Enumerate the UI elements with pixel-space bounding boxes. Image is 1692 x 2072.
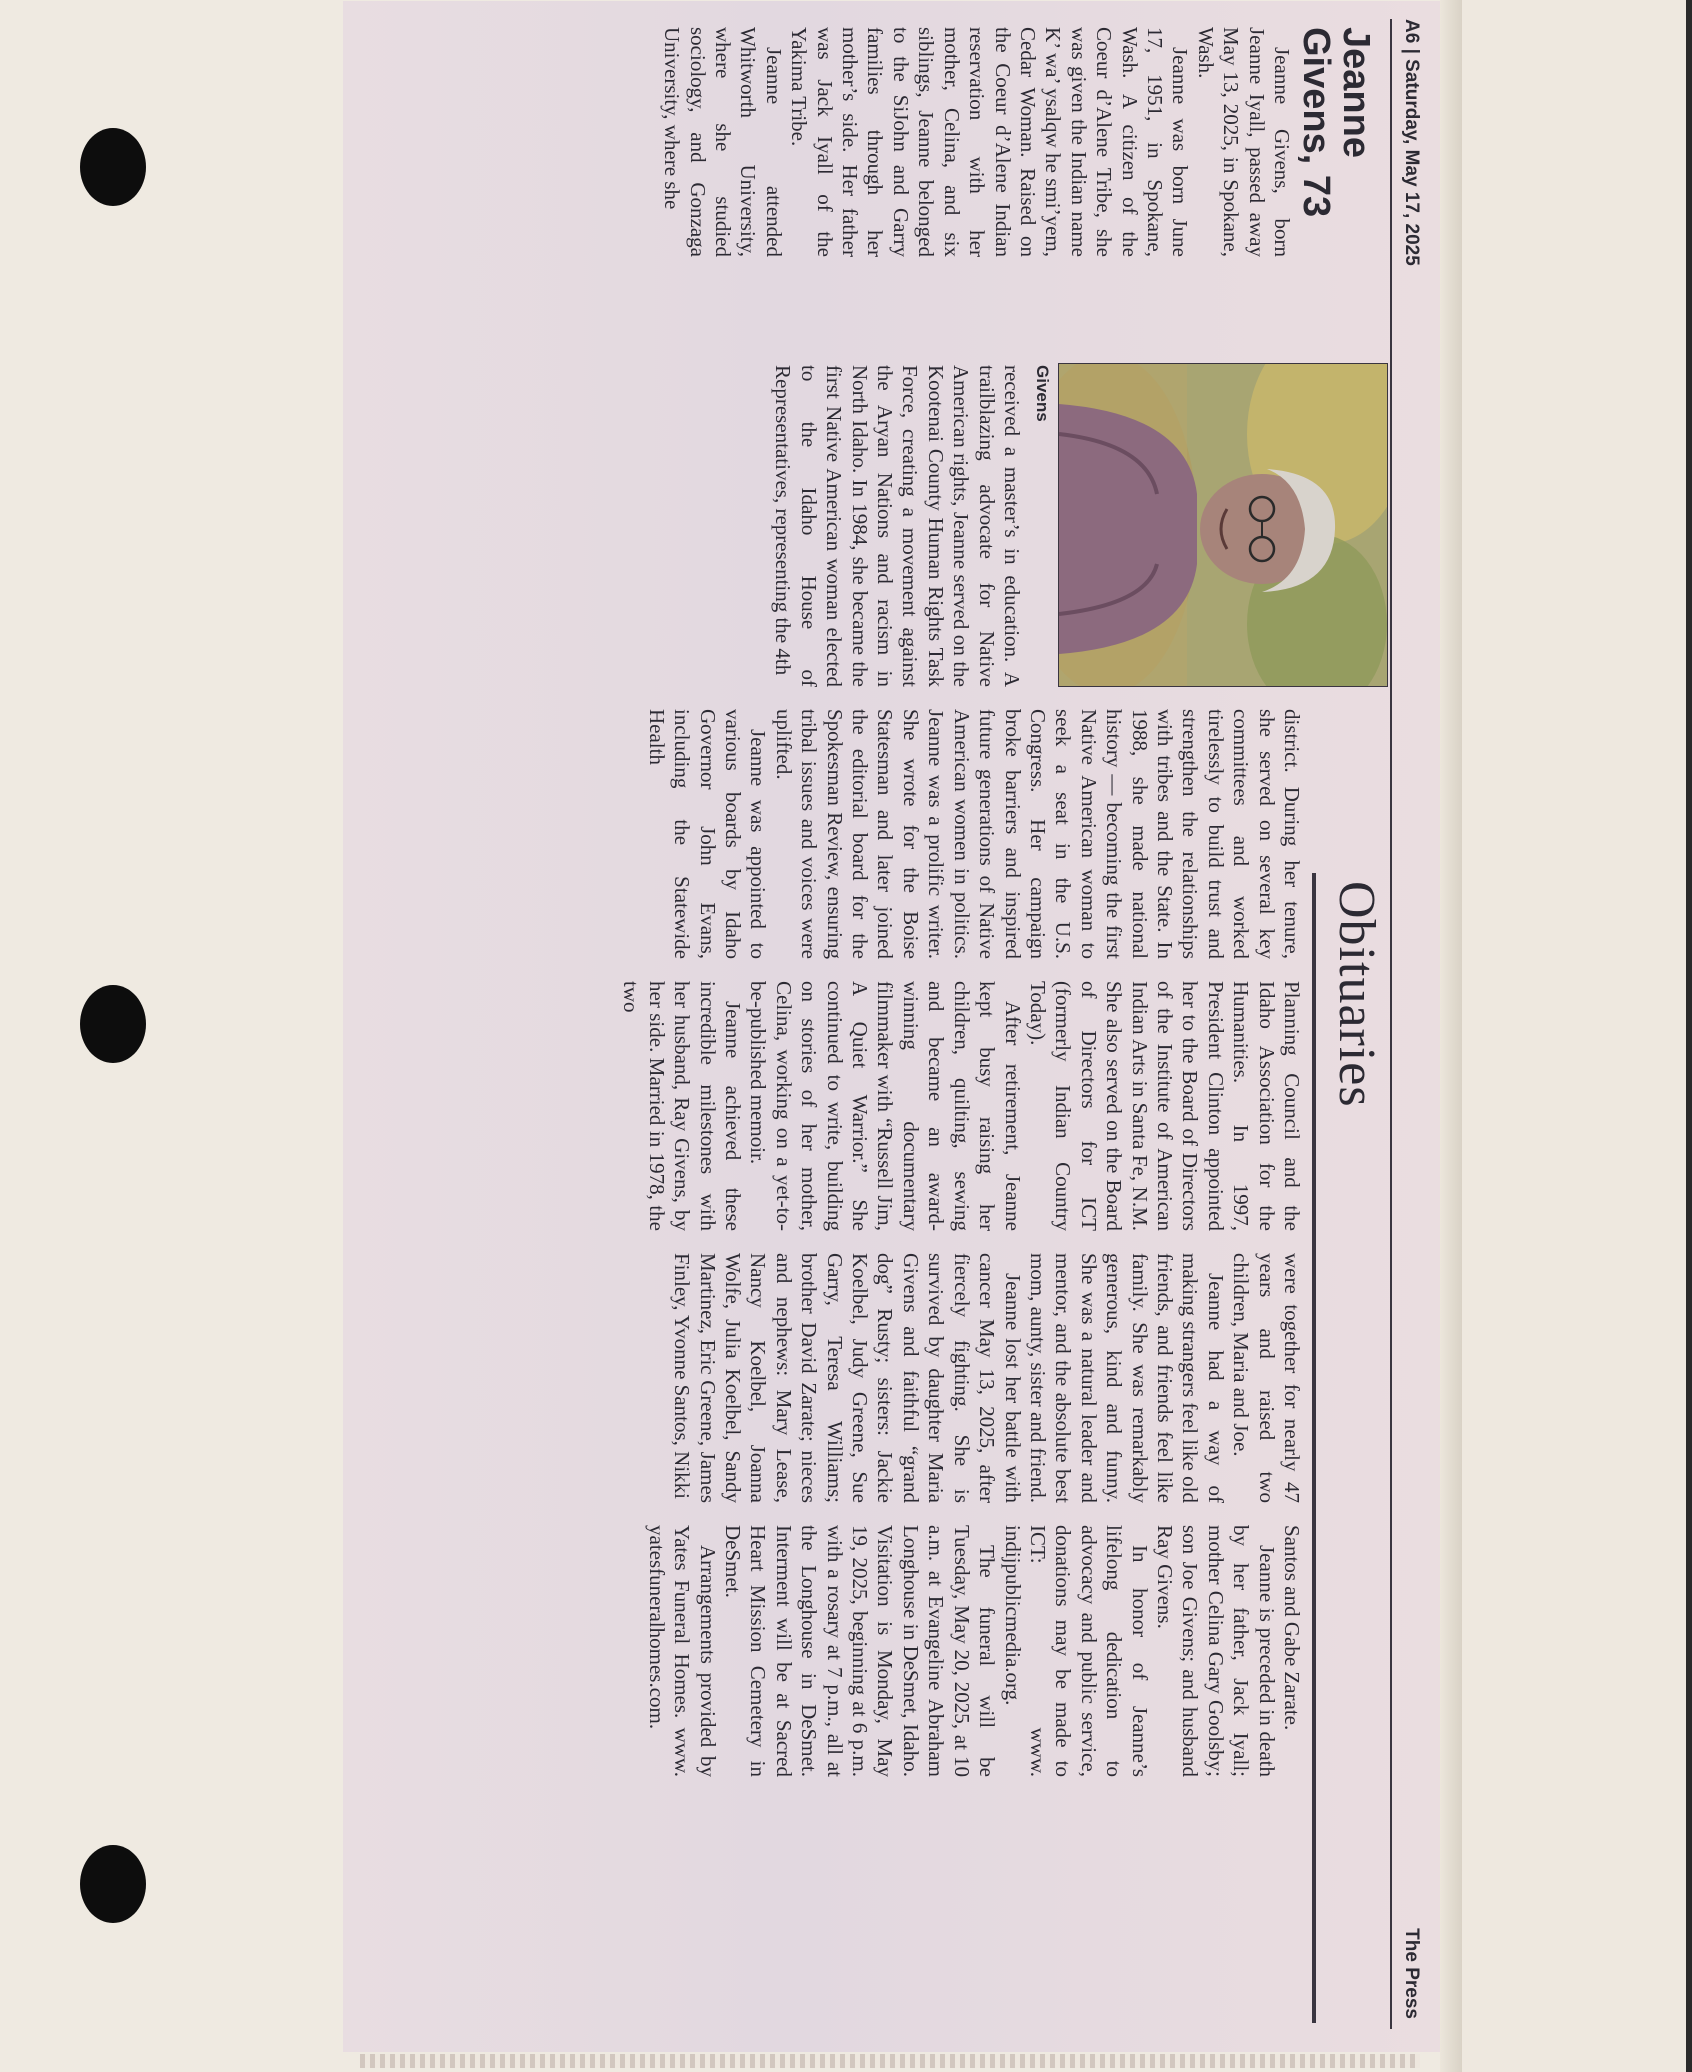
obituary-column-6 [643, 1525, 1304, 1777]
page-margin-right [1462, 0, 1692, 2072]
obituary-column-1 [659, 27, 1294, 257]
portrait-image [1059, 364, 1387, 686]
page-header [1390, 19, 1430, 2019]
newspaper-clipping [343, 1, 1444, 2052]
page-date: A6 | Saturday, May 17, 2025 [1401, 19, 1422, 266]
paragraph: Jeanne attended Whitworth University, where she studied sociology, and Gonzaga University, where she [660, 27, 786, 257]
clipping-content [343, 1, 1444, 2052]
paragraph: Jeanne had a way of making strangers feel like old friends, and friends feel like family. She was remarkably generous, kind and funny. She was a natural leader and mentor, and the absolute best mom, aunty, sister and friend. [1025, 1253, 1228, 1504]
paragraph: Jeanne was born June 17, 1951, in Spokane, Wash. A citizen of the Coeur d’Alene Tribe, she was given the Indian name K’ wa’ ysalqw he smi’yem, Cedar Woman. Raised on the Coeur d’Alene Indian reservation with her mother, Celina, and six siblings, Jeanne belonged to the SiJohn and Garry families through her mother’s side. Her father was Jack Iyall of the Yakima Tribe. [787, 27, 1193, 257]
obituary-photo [1058, 363, 1388, 687]
photo-caption: Givens [1033, 365, 1052, 422]
paragraph: Jeanne Givens, born Jeanne Iyall, passed away May 13, 2025, in Spokane, Wash. [1193, 27, 1294, 257]
binder-hole-middle [80, 985, 146, 1063]
section-rule [1312, 873, 1316, 2023]
paragraph: received a master’s in education. A trailblazing advocate for Native American rights, Jeanne served on the Kootenai County Human Rights Task Force, creating a movement against the Aryan Nations and racism in North Idaho. In 1984, she became the first Native American woman elected to the Idaho House of Representatives, representing the 4th [771, 365, 1024, 687]
obituary-headline: Jeanne Givens, 73 [1295, 27, 1377, 218]
obituary-column-5 [669, 1253, 1304, 1503]
paragraph: Jeanne is preceded in death by her father, Jack Iyall; mother Celina Gary Goolsby; son Joe Givens; and husband Ray Givens. [1152, 1525, 1279, 1777]
paragraph: Santos and Gabe Zarate. [1280, 1525, 1304, 1731]
paragraph: Jeanne achieved these incredible milestones with her husband, Ray Givens, by her side. Married in 1978, the two [619, 981, 746, 1231]
perforation-strip [360, 2054, 1420, 2068]
newspaper-name: The Press [1401, 1928, 1422, 2019]
scan-edge [1686, 0, 1692, 2072]
paragraph: Jeanne was appointed to various boards by Idaho Governor John Evans, including the Statewide Health [644, 709, 771, 959]
section-title: Obituaries [1328, 881, 1385, 1108]
paragraph: Jeanne lost her battle with cancer May 13, 2025, after fiercely fighting. She is survived by daughter Maria Givens and faithful “grand dog” Rusty; sisters: Jackie Koelbel, Judy Greene, Sue Garry, Teresa Williams; brother David Zarate; nieces and nephews: Mary Lease, Nancy Koelbel, Joanna Wolfe, Julia Koelbel, Sandy Martinez, Eric Greene, James Finley, Yvonne Santos, Nikki [670, 1253, 1025, 1503]
page-edge-shadow [1440, 0, 1462, 2072]
obituary-column-2 [770, 365, 1024, 687]
paragraph: Arrangements provided by Yates Funeral Homes. www. yatesfuneralhomes.com. [644, 1525, 720, 1777]
paragraph: The funeral will be Tuesday, May 20, 2025, at 10 a.m. at Evangeline Abraham Longhouse in DeSmet, Idaho. Visitation is Monday, May 19, 2025, beginning at 6 p.m. with a rosary at 7 p.m., all at the Longhouse in DeSmet. Interment will be at Sacred Heart Mission Cemetery in DeSmet. [721, 1525, 1000, 1777]
binder-hole-bottom [80, 1845, 146, 1923]
header-rule [1390, 19, 1392, 2029]
obituary-column-3 [643, 709, 1304, 959]
paragraph: In honor of Jeanne’s lifelong dedication to advocacy and public service, donations may be made to ICT: www. indijpublicmedia.org. [1000, 1525, 1152, 1777]
paragraph: district. During her tenure, she served on several key committees and worked tirelessly to build trust and strengthen the relationships with tribes and the State. In 1988, she made national history — becoming the first Native American woman to seek a seat in the U.S. Congress. Her campaign broke barriers and inspired future generations of Native American women in politics. Jeanne was a prolific writer. She wrote for the Boise Statesman and later joined the editorial board for the Spokesman Review, ensuring tribal issues and voices were uplifted. [771, 709, 1304, 959]
paragraph: After retirement, Jeanne kept busy raising her children, quilting, sewing and became an award-winning documentary filmmaker with “Russell Jim, A Quiet Warrior.” She continued to write, building on stories of her mother, Celina, working on a yet-to-be-published memoir. [746, 981, 1025, 1231]
binder-hole-top [80, 128, 146, 206]
obituary-column-4 [618, 981, 1304, 1231]
paragraph: were together for nearly 47 years and raised two children, Maria and Joe. [1229, 1253, 1304, 1503]
paragraph: Planning Council and the Idaho Association for the Humanities. In 1997, President Clinton appointed her to the Board of Directors of the Institute of American Indian Arts in Santa Fe, N.M. She also served on the Board of Directors for ICT (formerly Indian Country Today). [1025, 981, 1304, 1231]
